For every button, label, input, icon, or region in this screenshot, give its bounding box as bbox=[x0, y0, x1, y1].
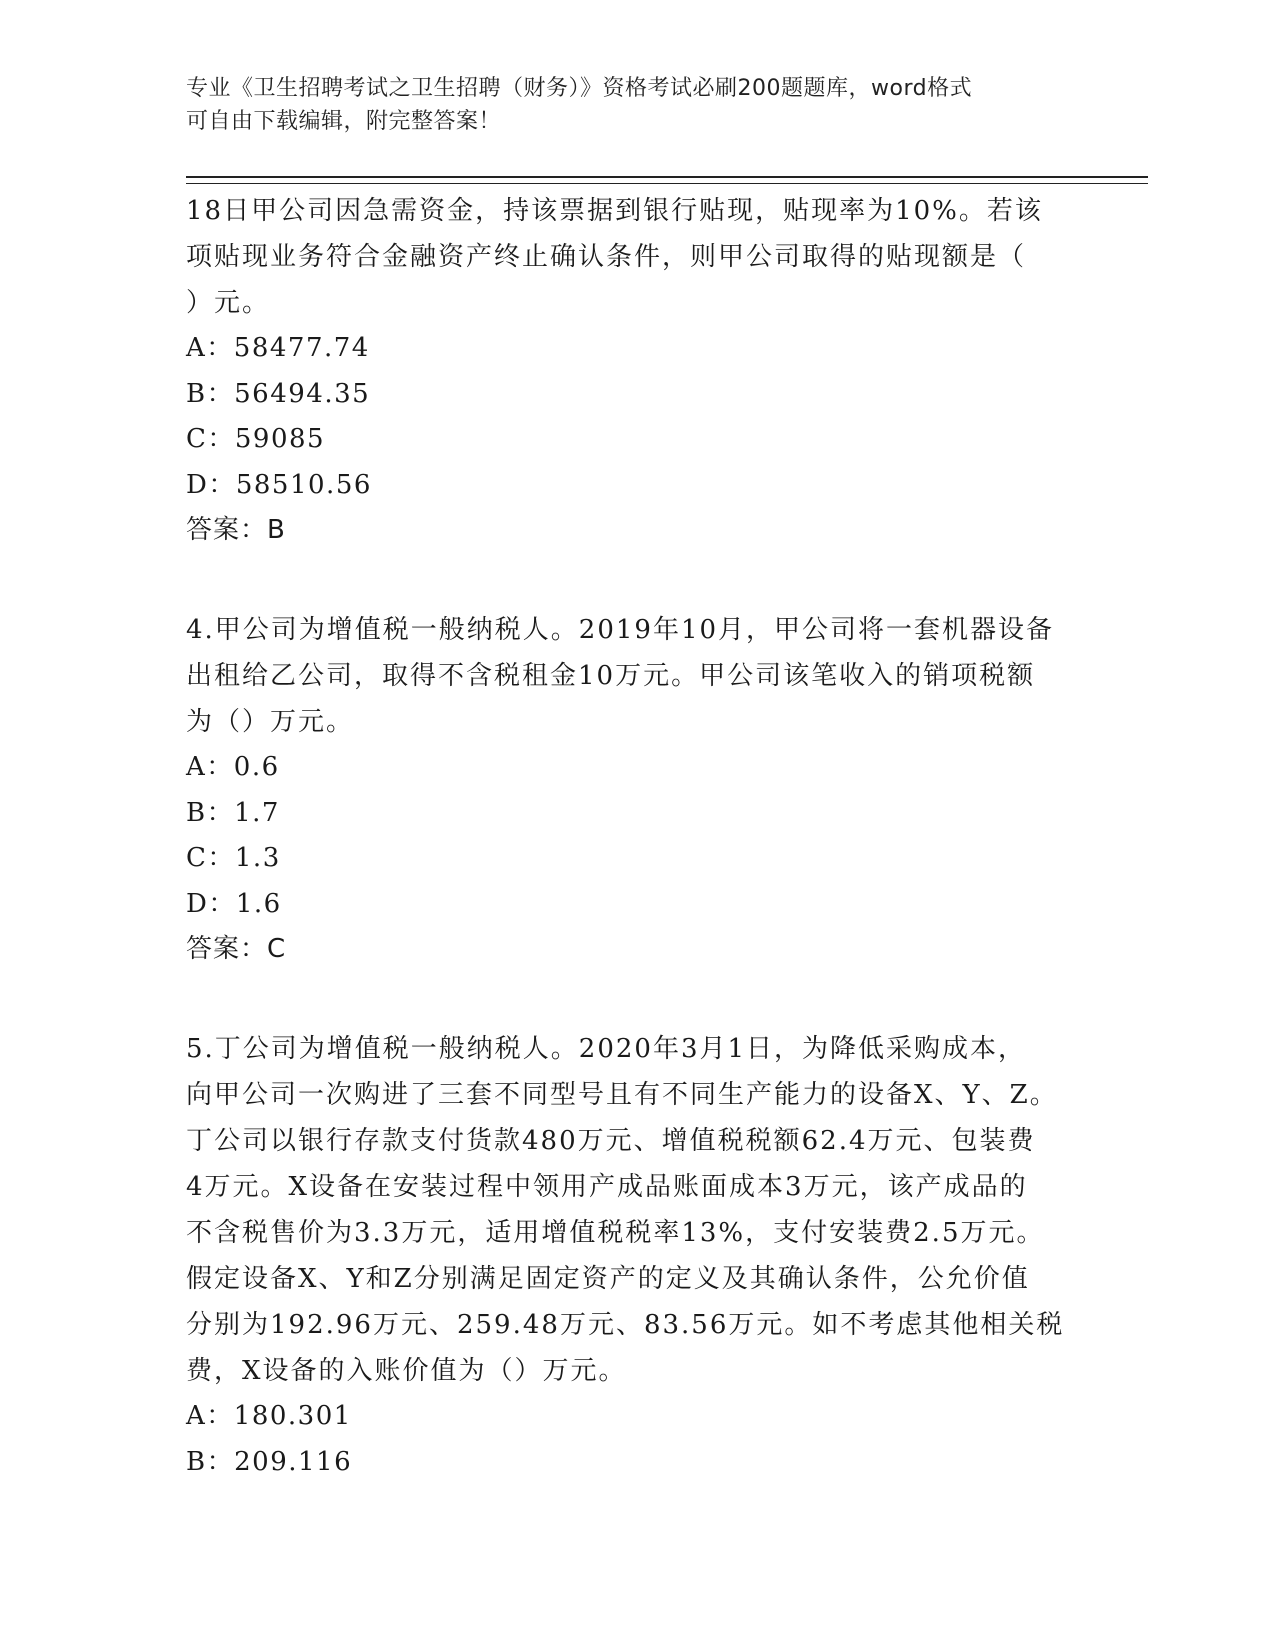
question-line: 丁公司以银行存款支付货款480万元、增值税税额62.4万元、包装费 bbox=[186, 1126, 1036, 1156]
option-b: B：209.116 bbox=[186, 1446, 353, 1477]
question-line: 假定设备X、Y和Z分别满足固定资产的定义及其确认条件，公允价值 bbox=[186, 1264, 1030, 1294]
question-block bbox=[186, 188, 1086, 553]
question-line: 出租给乙公司，取得不含税租金10万元。甲公司该笔收入的销项税额 bbox=[186, 661, 1036, 691]
option-d: D：58510.56 bbox=[186, 469, 372, 500]
option-c: C：59085 bbox=[186, 424, 326, 454]
question-line: 4万元。X设备在安装过程中领用产成品账面成本3万元，该产成品的 bbox=[186, 1172, 1028, 1202]
header-divider bbox=[186, 176, 1148, 184]
option-c: C：1.3 bbox=[186, 843, 281, 873]
question-line: 费，X设备的入账价值为（）万元。 bbox=[186, 1356, 627, 1386]
spacer bbox=[186, 553, 1086, 607]
question-line: 为（）万元。 bbox=[186, 707, 355, 737]
answer-label: 答案：B bbox=[186, 515, 286, 545]
question-text bbox=[186, 188, 1086, 326]
option-a: A：58477.74 bbox=[186, 333, 370, 363]
question-line: 项贴现业务符合金融资产终止确认条件，则甲公司取得的贴现额是（ bbox=[186, 242, 1027, 272]
document-body bbox=[186, 188, 1086, 1485]
question-line: 5.丁公司为增值税一般纳税人。2020年3月1日，为降低采购成本， bbox=[186, 1034, 1027, 1064]
question-line: 分别为192.96万元、259.48万元、83.56万元。如不考虑其他相关税 bbox=[186, 1310, 1065, 1340]
question-text bbox=[186, 1026, 1086, 1394]
header-line-2: 可自由下载编辑，附完整答案！ bbox=[186, 109, 502, 134]
option-a: A：0.6 bbox=[186, 752, 280, 782]
answer-label: 答案：C bbox=[186, 934, 287, 964]
header-line-1: 专业《卫生招聘考试之卫生招聘（财务）》资格考试必刷200题题库，word格式 bbox=[186, 76, 973, 101]
option-b: B：1.7 bbox=[186, 797, 280, 828]
spacer bbox=[186, 972, 1086, 1026]
option-d: D：1.6 bbox=[186, 888, 282, 919]
question-line: ）元。 bbox=[186, 288, 271, 318]
question-text bbox=[186, 607, 1086, 745]
page-header bbox=[186, 72, 1066, 138]
question-block bbox=[186, 1026, 1086, 1485]
question-block bbox=[186, 607, 1086, 972]
option-b: B：56494.35 bbox=[186, 378, 371, 409]
question-line: 4.甲公司为增值税一般纳税人。2019年10月，甲公司将一套机器设备 bbox=[186, 615, 1055, 645]
option-a: A：180.301 bbox=[186, 1401, 352, 1431]
question-line: 向甲公司一次购进了三套不同型号且有不同生产能力的设备X、Y、Z。 bbox=[186, 1080, 1058, 1110]
question-line: 不含税售价为3.3万元，适用增值税税率13%，支付安装费2.5万元。 bbox=[186, 1218, 1045, 1248]
question-line: 18日甲公司因急需资金，持该票据到银行贴现，贴现率为10%。若该 bbox=[186, 196, 1043, 226]
